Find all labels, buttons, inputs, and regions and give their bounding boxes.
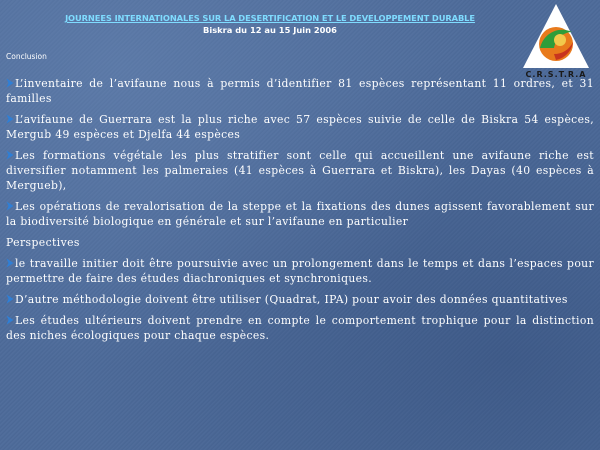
chevron-right-icon (6, 150, 14, 160)
logo-core (554, 34, 566, 46)
event-title: JOURNEES INTERNATIONALES SUR LA DESERTIFICATION ET LE DEVELOPPEMENT DURABLE (65, 13, 475, 23)
chevron-right-icon (6, 294, 14, 304)
chevron-right-icon (6, 258, 14, 268)
conclusion-text: Les opérations de revalorisation de la steppe et la fixations des dunes agissent favorablement sur la biodiversité biologique en générale et sur l’avifaune en particulier (6, 200, 594, 228)
conclusion-item (6, 199, 594, 229)
conclusion-text: Les formations végétale les plus stratifier sont celle qui accueillent une avifaune riche est diversifier notamment les palmeraies (41 espèces à Guerrara et Biskra), les Dayas (40 espèces à Mergueb), (6, 149, 594, 192)
crstra-logo (520, 2, 592, 80)
section-label: Conclusion (6, 52, 47, 61)
logo-label: C.R.S.T.R.A (525, 70, 587, 79)
perspective-text: Les études ultérieurs doivent prendre en compte le comportement trophique pour la distinction des niches écologiques pour chaque espèces. (6, 314, 594, 342)
event-subtitle: Biskra du 12 au 15 Juin 2006 (203, 25, 337, 35)
chevron-right-icon (6, 315, 14, 325)
chevron-right-icon (6, 114, 14, 124)
chevron-right-icon (6, 78, 14, 88)
conclusion-item (6, 112, 594, 142)
perspective-item (6, 313, 594, 343)
conclusion-item (6, 76, 594, 106)
perspective-item (6, 292, 594, 307)
perspective-item (6, 256, 594, 286)
slide-content (6, 76, 594, 349)
conclusion-text: L’avifaune de Guerrara est la plus riche avec 57 espèces suivie de celle de Biskra 54 espèces, Mergub 49 espèces et Djelfa 44 espèces (6, 113, 594, 141)
perspective-text: D’autre méthodologie doivent être utiliser (Quadrat, IPA) pour avoir des données quantitatives (15, 293, 568, 306)
perspectives-heading: Perspectives (6, 236, 80, 249)
perspective-text: le travaille initier doit être poursuivie avec un prolongement dans le temps et dans l’espaces pour permettre de faire des études diachroniques et synchroniques. (6, 257, 594, 285)
header (20, 12, 520, 36)
conclusion-text: L’inventaire de l’avifaune nous à permis d’identifier 81 espèces représentant 11 ordres, et 31 familles (6, 77, 594, 105)
conclusion-item (6, 148, 594, 193)
chevron-right-icon (6, 201, 14, 211)
